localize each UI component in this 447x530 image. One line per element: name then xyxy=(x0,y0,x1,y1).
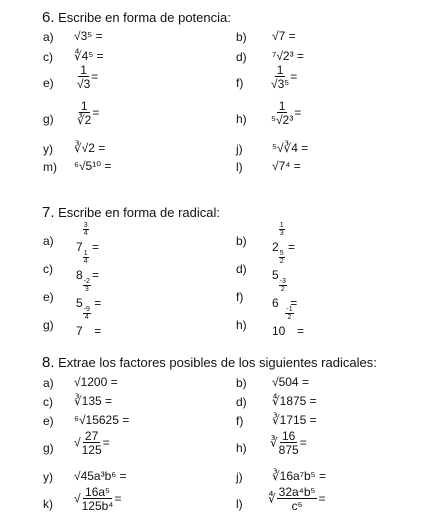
item-label: d) xyxy=(236,50,247,64)
exponent-numerator: -9 xyxy=(83,306,90,313)
item-label: g) xyxy=(43,441,54,455)
base: 5 xyxy=(76,296,83,310)
section-6-number: 6. xyxy=(42,9,55,26)
denominator: c⁶ xyxy=(291,499,303,513)
item-label: l) xyxy=(236,497,243,511)
item-label: e) xyxy=(43,414,54,428)
exponent-denominator: 2 xyxy=(287,314,292,321)
exercise-expression: ∛1715 = xyxy=(272,413,317,427)
exercise-fraction: √ $\frac{\text{16a⁵}}{\text{125b⁴}}$ = xyxy=(74,485,122,513)
item-label: g) xyxy=(43,112,54,126)
exercise-expression: ∛135 = xyxy=(74,394,113,408)
exponent-denominator: 4 xyxy=(83,258,88,265)
item-label: c) xyxy=(43,50,53,64)
section-6-title xyxy=(42,9,231,26)
denominator: ∛2 xyxy=(77,113,92,127)
item-label: b) xyxy=(236,234,247,248)
denominator: ⁵√2³ xyxy=(271,113,294,127)
exponent-numerator: 1 xyxy=(279,222,284,229)
exponent-numerator: -2 xyxy=(83,278,90,285)
denominator: 125 xyxy=(81,443,102,457)
equals-sign: = xyxy=(296,324,304,338)
item-label: g) xyxy=(43,318,54,332)
item-label: h) xyxy=(236,318,247,332)
item-label: y) xyxy=(43,142,53,156)
numerator: 1 xyxy=(80,63,87,77)
item-label: y) xyxy=(43,470,53,484)
item-label: a) xyxy=(43,234,54,248)
item-label: a) xyxy=(43,376,54,390)
equals-sign: = xyxy=(92,105,100,120)
equals-sign: = xyxy=(290,296,298,310)
item-label: d) xyxy=(236,262,247,276)
denominator: 875 xyxy=(278,443,299,457)
exercise-expression: √7 = xyxy=(272,29,296,43)
base: 2 xyxy=(272,240,279,254)
exponent-numerator: 1 xyxy=(83,250,88,257)
exercise-fraction xyxy=(270,64,297,91)
exercise-expression: ⁶√15625 = xyxy=(74,413,130,427)
equals-sign: = xyxy=(318,491,326,506)
exercise-expression: ∜4⁵ = xyxy=(74,49,104,63)
item-label: k) xyxy=(43,497,53,511)
exercise-expression: √1200 = xyxy=(74,375,118,389)
exponent-numerator: -1 xyxy=(286,306,293,313)
denominator: 125b⁴ xyxy=(81,499,114,513)
numerator: 27 xyxy=(84,429,99,443)
exponent-denominator: 3 xyxy=(84,286,89,293)
numerator: 16a⁵ xyxy=(85,485,111,499)
exercise-expression: ∜1875 = xyxy=(272,394,317,408)
base: 6 xyxy=(272,296,279,310)
exercise-expression: √3⁵ = xyxy=(74,29,103,43)
numerator: 1 xyxy=(276,63,284,77)
denominator: √3 xyxy=(77,77,91,91)
exponent-denominator: 4 xyxy=(84,314,89,321)
equals-sign: = xyxy=(299,435,307,450)
item-label: b) xyxy=(236,30,247,44)
exponent-denominator: 4 xyxy=(83,230,88,237)
exercise-expression: √504 = xyxy=(272,375,309,389)
exercise-expression: ∛√2 = xyxy=(74,141,106,155)
base: 7 xyxy=(76,240,83,254)
base: 10 xyxy=(272,324,286,338)
exponent-denominator: 3 xyxy=(279,230,284,237)
equals-sign: = xyxy=(91,268,99,282)
exercise-expression: ⁶√5¹⁰ = xyxy=(74,159,112,173)
item-label: h) xyxy=(236,112,247,126)
exercise-expression: ∛16a⁷b⁵ = xyxy=(272,469,326,483)
section-7-title xyxy=(42,204,220,221)
exercise-fraction xyxy=(76,64,98,91)
equals-sign: = xyxy=(287,240,295,254)
exercise-fraction xyxy=(270,100,301,127)
exponent-denominator: 2 xyxy=(280,286,285,293)
item-label: e) xyxy=(43,290,54,304)
item-label: l) xyxy=(236,160,243,174)
section-7-number: 7. xyxy=(42,204,55,221)
equals-sign: = xyxy=(102,435,110,450)
item-label: d) xyxy=(236,395,247,409)
section-8-number: 8. xyxy=(42,354,55,371)
item-label: f) xyxy=(236,76,244,90)
exercise-expression: √45a³b⁶ = xyxy=(74,469,127,483)
section-7-heading: Escribe en forma de radical: xyxy=(58,205,220,220)
base: 5 xyxy=(272,268,279,282)
equals-sign: = xyxy=(114,491,122,506)
numerator: 1 xyxy=(278,99,286,113)
section-8-heading: Extrae los factores posibles de los siguientes radicales: xyxy=(58,355,377,370)
exercise-fraction: ∜ $\frac{\text{32a⁴b⁵}}{\text{c⁶}}$ = xyxy=(268,485,326,513)
numerator: 32a⁴b⁵ xyxy=(278,485,316,499)
item-label: m) xyxy=(43,160,57,174)
exponent-numerator: 3 xyxy=(83,222,88,229)
item-label: h) xyxy=(236,441,247,455)
equals-sign: = xyxy=(94,296,102,310)
equals-sign: = xyxy=(94,324,102,338)
exercise-expression: ⁷√2³ = xyxy=(272,49,304,63)
item-label: j) xyxy=(236,142,243,156)
equals-sign: = xyxy=(294,105,302,120)
power-expression xyxy=(76,306,101,338)
base: 7 xyxy=(76,324,83,338)
numerator: 16 xyxy=(281,429,296,443)
item-label: f) xyxy=(236,290,244,304)
item-label: c) xyxy=(43,262,53,276)
equals-sign: = xyxy=(91,69,99,84)
exercise-fraction: ∛ $\frac{16}{875}$ = xyxy=(270,429,307,457)
exercise-expression: ⁵√∛4 = xyxy=(272,141,309,155)
denominator: √3⁵ xyxy=(271,77,290,91)
exercise-expression: √7⁴ = xyxy=(272,159,301,173)
exponent-numerator: -3 xyxy=(279,278,286,285)
base: 8 xyxy=(76,268,83,282)
item-label: c) xyxy=(43,395,53,409)
section-6-heading: Escribe en forma de potencia: xyxy=(58,10,231,25)
power-expression xyxy=(272,306,304,338)
equals-sign: = xyxy=(91,240,99,254)
equals-sign: = xyxy=(290,69,298,84)
exercise-fraction: √ $\frac{27}{125}$ = xyxy=(74,429,110,457)
item-label: f) xyxy=(236,414,244,428)
exponent-denominator: 2 xyxy=(279,258,284,265)
item-label: a) xyxy=(43,30,54,44)
item-label: e) xyxy=(43,76,54,90)
exercise-fraction xyxy=(76,100,99,127)
exponent-numerator: 5 xyxy=(279,250,284,257)
item-label: b) xyxy=(236,376,247,390)
item-label: j) xyxy=(236,470,243,484)
section-8-title xyxy=(42,354,377,371)
numerator: 1 xyxy=(80,99,88,113)
